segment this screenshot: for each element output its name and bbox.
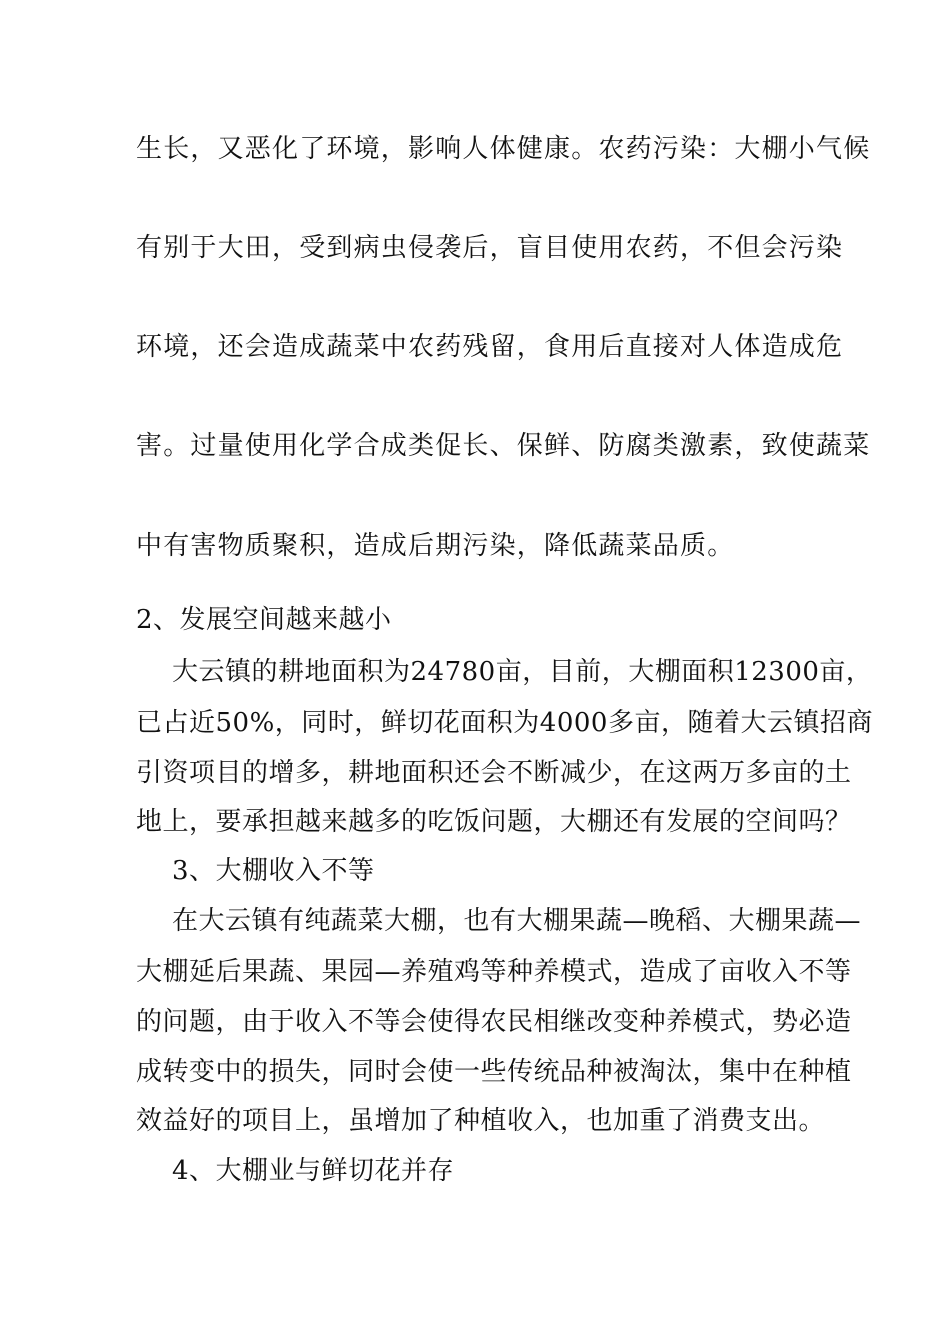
section-heading: 3、大棚收入不等 (172, 856, 375, 886)
paragraph-line: 大云镇的耕地面积为24780亩，目前，大棚面积12300亩， (172, 657, 873, 687)
paragraph-line: 害。过量使用化学合成类促长、保鲜、防腐类激素，致使蔬菜 (136, 431, 871, 461)
paragraph-line: 引资项目的增多，耕地面积还会不断减少，在这两万多亩的土 (136, 758, 852, 788)
paragraph-line: 生长，又恶化了环境，影响人体健康。农药污染：大棚小气候 (136, 134, 871, 164)
paragraph-line: 的问题，由于收入不等会使得农民相继改变种养模式，势必造 (136, 1007, 852, 1037)
paragraph-line: 环境，还会造成蔬菜中农药残留，食用后直接对人体造成危 (136, 332, 844, 362)
paragraph-line: 效益好的项目上，虽增加了种植收入，也加重了消费支出。 (136, 1106, 826, 1136)
paragraph-line: 地上，要承担越来越多的吃饭问题，大棚还有发展的空间吗？ (136, 807, 852, 837)
paragraph-line: 有别于大田，受到病虫侵袭后，盲目使用农药，不但会污染 (136, 233, 844, 263)
paragraph-line: 已占近50%，同时，鲜切花面积为4000多亩，随着大云镇招商 (136, 708, 873, 738)
paragraph-line: 大棚延后果蔬、果园—养殖鸡等种养模式，造成了亩收入不等 (136, 957, 852, 987)
paragraph-line: 在大云镇有纯蔬菜大棚，也有大棚果蔬—晚稻、大棚果蔬— (172, 906, 862, 936)
paragraph-line: 中有害物质聚积，造成后期污染，降低蔬菜品质。 (136, 531, 735, 561)
section-heading: 4、大棚业与鲜切花并存 (172, 1156, 455, 1186)
paragraph-line: 成转变中的损失，同时会使一些传统品种被淘汰，集中在种植 (136, 1057, 852, 1087)
section-heading: 2、发展空间越来越小 (136, 605, 392, 635)
